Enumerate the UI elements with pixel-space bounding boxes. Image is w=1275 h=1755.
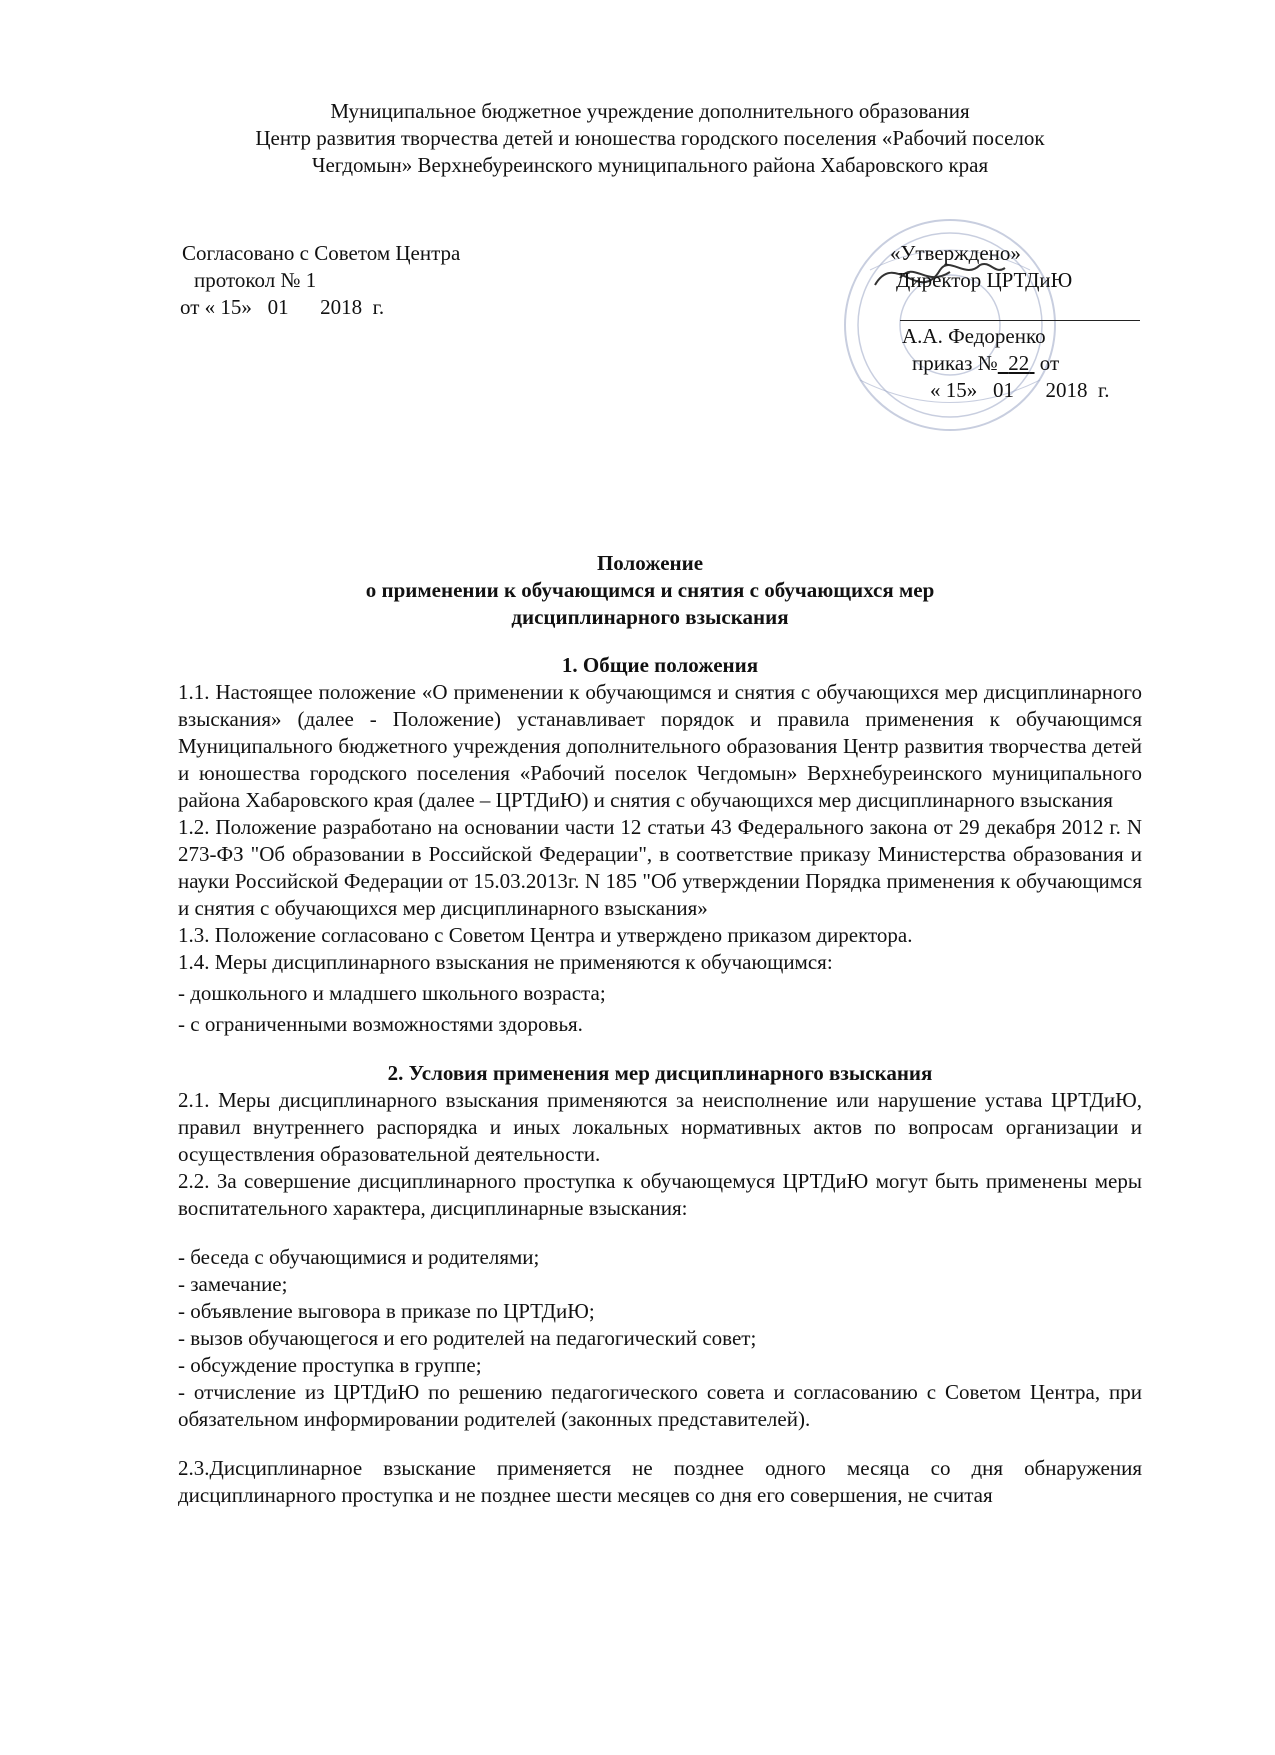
paragraph-2-2: 2.2. За совершение дисциплинарного проступка к обучающемуся ЦРТДиЮ могут быть применены меры воспитательного характера, дисциплинарные взыскания: (178, 1169, 1142, 1220)
agreed-date: от « 15» 01 2018 г. (180, 295, 385, 319)
agreed-line-1: Согласовано с Советом Центра (182, 241, 461, 265)
list-item: - отчисление из ЦРТДиЮ по решению педагогического совета и согласованию с Советом Центра, при обязательном информировании родителей (законных представителей). (178, 1380, 1142, 1431)
director-title: Директор ЦРТДиЮ (896, 268, 1073, 292)
title-line-2: о применении к обучающимся и снятия с обучающихся мер (365, 578, 935, 602)
document-title (150, 550, 1150, 631)
order-prefix: приказ № (912, 351, 998, 375)
paragraph-1-4-item-a: - дошкольного и младшего школьного возраста; (178, 981, 606, 1005)
agreed-block (180, 240, 600, 321)
title-line-3: дисциплинарного взыскания (511, 605, 789, 629)
paragraph-1-4: 1.4. Меры дисциплинарного взыскания не применяются к обучающимся: (178, 950, 833, 974)
list-item: - беседа с обучающимися и родителями; (178, 1245, 540, 1269)
header-line-3: Чегдомын» Верхнебуреинского муниципального района Хабаровского края (311, 153, 989, 177)
list-item: - замечание; (178, 1272, 288, 1296)
paragraph-2-3: 2.3.Дисциплинарное взыскание применяется не позднее одного месяца со дня обнаружения дисциплинарного проступка и не позднее шести месяцев со дня его совершения, не считая (178, 1456, 1142, 1507)
header-line-2: Центр развития творчества детей и юношества городского поселения «Рабочий поселок (255, 126, 1045, 150)
order-suffix: от (1034, 351, 1060, 375)
paragraph-2-1: 2.1. Меры дисциплинарного взыскания применяются за неисполнение или нарушение устава ЦРТДиЮ, правил внутреннего распорядка и иных локальных нормативных актов по вопросам организации и осуществления образовательной деятельности. (178, 1088, 1142, 1166)
list-item: - обсуждение проступка в группе; (178, 1353, 482, 1377)
list-item: - объявление выговора в приказе по ЦРТДиЮ; (178, 1299, 595, 1323)
paragraph-1-1: 1.1. Настоящее положение «О применении к обучающимся и снятия с обучающихся мер дисциплинарного взыскания» (далее - Положение) устанавливает порядок и правила применения к обучающимся Муниципального бюджетного учреждения дополнительного образования Центр развития творчества детей и юношества городского поселения «Рабочий поселок Чегдомын» Верхнебуреинского муниципального района Хабаровского края (далее – ЦРТДиЮ) и снятия с обучающихся мер дисциплинарного взыскания (178, 680, 1142, 812)
section-2-heading: 2. Условия применения мер дисциплинарного взыскания (387, 1061, 933, 1085)
approved-block (890, 240, 1190, 404)
signature-line (900, 294, 1140, 321)
paragraph-1-3: 1.3. Положение согласовано с Советом Центра и утверждено приказом директора. (178, 923, 913, 947)
section-1-heading: 1. Общие положения (561, 653, 759, 677)
director-name: А.А. Федоренко (902, 324, 1046, 348)
order-line (890, 350, 1190, 377)
document-body (178, 652, 1142, 1509)
list-item: - вызов обучающегося и его родителей на педагогический совет; (178, 1326, 757, 1350)
agreed-protocol: протокол № 1 (194, 268, 317, 292)
approved-date: « 15» 01 2018 г. (930, 378, 1110, 402)
paragraph-1-2: 1.2. Положение разработано на основании части 12 статьи 43 Федерального закона от 29 декабря 2012 г. N 273-ФЗ "Об образовании в Российской Федерации", в соответствие приказу Министерства образования и науки Российской Федерации от 15.03.2013г. N 185 "Об утверждении Порядка применения к обучающимся и снятия с обучающихся мер дисциплинарного взыскания» (178, 815, 1142, 920)
order-number: 22 (1008, 351, 1030, 375)
header-line-1: Муниципальное бюджетное учреждение дополнительного образования (330, 99, 970, 123)
organization-header (150, 98, 1150, 179)
title-line-1: Положение (596, 551, 704, 575)
approved-label: «Утверждено» (890, 241, 1021, 265)
paragraph-1-4-item-b: - с ограниченными возможностями здоровья. (178, 1012, 583, 1036)
